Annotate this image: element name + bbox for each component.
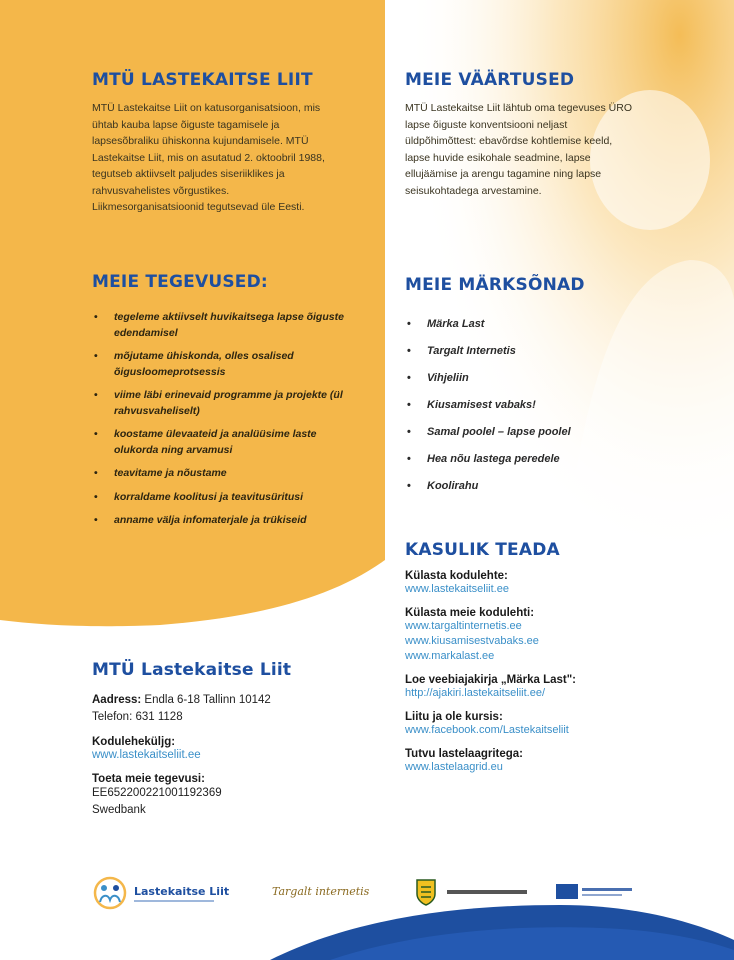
useful-label: Külasta meie kodulehti: <box>405 607 535 619</box>
values-title: MEIE VÄÄRTUSED <box>405 70 575 90</box>
coat-of-arms-icon <box>415 878 437 906</box>
logo-row <box>0 870 734 920</box>
useful-link[interactable]: http://ajakiri.lastekaitseliit.ee/ <box>405 687 546 699</box>
list-item: • Hea nõu lastega peredele <box>405 452 645 479</box>
useful-label: Tutvu lastelaagritega: <box>405 748 524 760</box>
activities-section <box>92 272 344 537</box>
values-text: MTÜ Lastekaitse Liit lähtub oma tegevuses ÜRO lapse õiguste konventsiooni neljast üldpõhimõttest: ebavõrdse kohtlemise keeld, lapse huvide esikohale seadmine, lapse ellujäämise ja arengu tagamine ning lapse seisukohtadega arvestamine. <box>405 102 633 197</box>
useful-link[interactable]: www.facebook.com/Lastekaitseliit <box>405 724 569 736</box>
address-label: Aadress: <box>92 694 142 706</box>
list-item: • tegeleme aktiivselt huvikaitsega lapse õiguste edendamisel <box>92 310 344 341</box>
list-item: • Kiusamisest vabaks! <box>405 398 645 425</box>
useful-label: Külasta kodulehte: <box>405 570 508 582</box>
web-link[interactable]: www.lastekaitseliit.ee <box>92 749 201 761</box>
about-text: MTÜ Lastekaitse Liit on katusorganisatsioon, mis ühtab kauba lapse õiguste tagamisele ja lapsesõbraliku ühiskonna kujundamisele. MTÜ Lastekaitse Liit, mis on asutatud 2. oktoobril 1988, tegutseb aktiivselt paljudes siseriiklikes ja rahvusvahelistes võrgustikes. Liikmesorganisatsioonid tegutsevad üle Eesti. <box>92 102 325 213</box>
useful-link[interactable]: www.lastelaagrid.eu <box>405 761 503 773</box>
activities-list <box>92 310 344 529</box>
targalt-logo <box>272 882 369 900</box>
useful-label: Liitu ja ole kursis: <box>405 711 503 723</box>
keywords-list <box>405 317 645 506</box>
keywords-section <box>405 275 645 506</box>
useful-title: KASULIK TEADA <box>405 540 560 560</box>
lastekaitse-logo <box>92 876 242 910</box>
useful-link[interactable]: www.targaltinternetis.ee <box>405 620 522 632</box>
useful-link[interactable]: www.lastekaitseliit.ee <box>405 583 509 595</box>
iban-value: EE652200221001192369 <box>92 787 222 799</box>
ministry-logo <box>415 878 530 908</box>
useful-link[interactable]: www.kiusamisestvabaks.ee <box>405 635 539 647</box>
targalt-logo-text: Targalt internetis <box>272 885 370 898</box>
lastekaitse-logo-text: Lastekaitse Liit <box>134 885 230 898</box>
contact-title: MTÜ Lastekaitse Liit <box>92 660 292 680</box>
list-item: • Samal poolel – lapse poolel <box>405 425 645 452</box>
list-item: • Vihjeliin <box>405 371 645 398</box>
keywords-title: MEIE MÄRKSÕNAD <box>405 275 585 295</box>
contact-section <box>92 660 362 819</box>
values-section <box>405 70 640 199</box>
bank-value: Swedbank <box>92 804 146 816</box>
phone-value: Telefon: 631 1128 <box>92 711 183 723</box>
list-item: • Koolirahu <box>405 479 645 506</box>
eu-flag-icon <box>556 884 578 899</box>
useful-section <box>405 540 665 785</box>
list-item: • korraldame koolitusi ja teavitusüritusi <box>92 490 344 506</box>
activities-title: MEIE TEGEVUSED: <box>92 272 268 292</box>
about-section <box>92 70 344 216</box>
useful-link[interactable]: www.markalast.ee <box>405 650 495 662</box>
address-value: Endla 6-18 Tallinn 10142 <box>144 694 271 706</box>
list-item: • anname välja infomaterjale ja trükiseid <box>92 513 344 529</box>
list-item: • Targalt Internetis <box>405 344 645 371</box>
list-item: • mõjutame ühiskonda, olles osalised õigusloomeprotsessis <box>92 349 344 380</box>
list-item: • viime läbi erinevaid programme ja projekte (ül rahvusvaheliselt) <box>92 388 344 419</box>
list-item: • koostame ülevaateid ja analüüsime laste olukorda ning arvamusi <box>92 427 344 458</box>
list-item: • teavitame ja nõustame <box>92 466 344 482</box>
about-title: MTÜ LASTEKAITSE LIIT <box>92 70 313 90</box>
list-item: • Märka Last <box>405 317 645 344</box>
useful-label: Loe veebiajakirja „Märka Last": <box>405 674 577 686</box>
web-label: Koduleheküljg: <box>92 736 176 748</box>
eu-logo <box>556 880 636 904</box>
support-label: Toeta meie tegevusi: <box>92 773 205 785</box>
children-logo-icon <box>92 876 128 910</box>
